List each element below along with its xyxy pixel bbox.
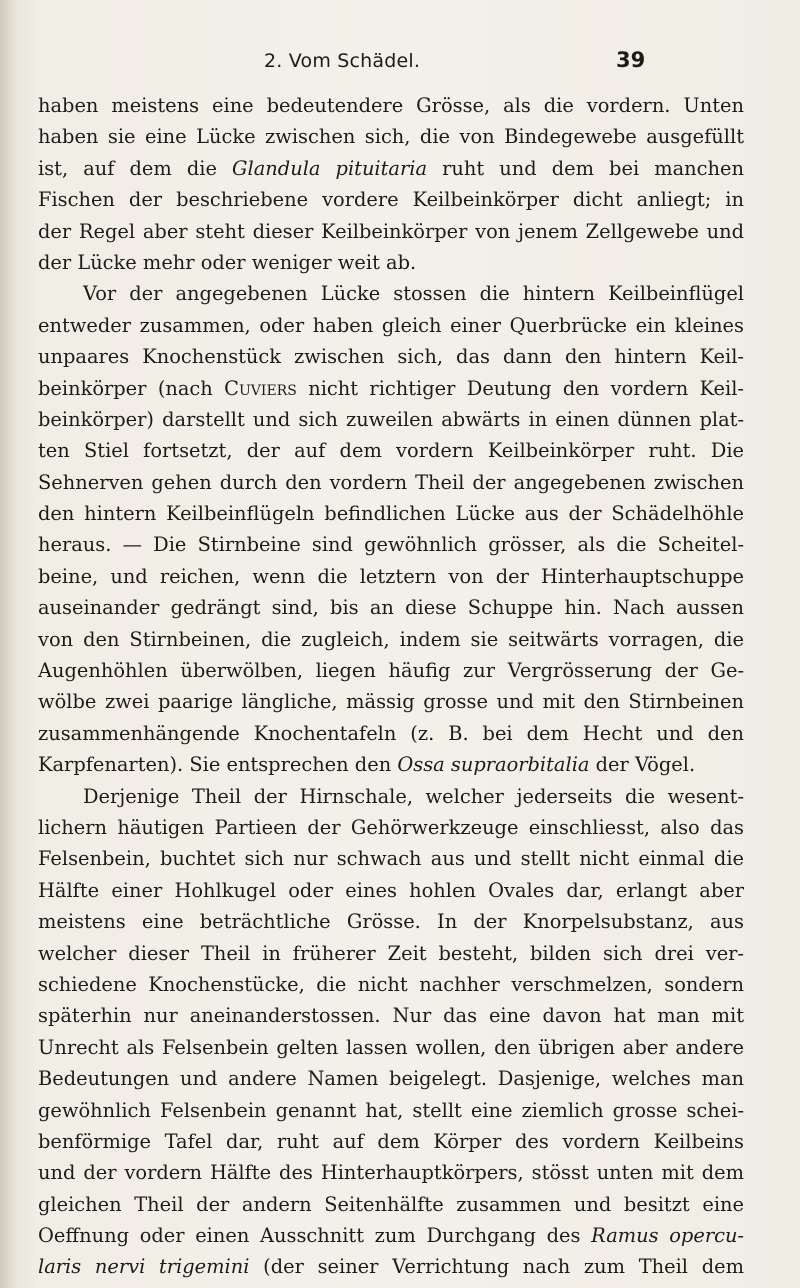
text-line xyxy=(38,1251,744,1282)
text-line: entweder zusammen, oder haben gleich einer Querbrücke ein kleines xyxy=(38,313,744,337)
text-line: späterhin nur aneinanderstossen. Nur das eine davon hat man mit xyxy=(38,1004,744,1028)
text-line: auseinander gedrängt sind, bis an diese Schuppe hin. Nach aussen xyxy=(38,596,744,620)
text-line: gleichen Theil der andern Seitenhälfte zusammen und besitzt eine xyxy=(38,1192,744,1216)
text-line: heraus. — Die Stirnbeine sind gewöhnlich grösser, als die Scheitel- xyxy=(38,533,744,557)
text-fragment: der Vögel. xyxy=(595,753,696,777)
text-line: Vor der angegebenen Lücke stossen die hintern Keilbeinflügel xyxy=(83,282,744,306)
italic-term: Ramus opercu- xyxy=(591,1224,744,1248)
italic-term: Glandula pituitaria xyxy=(232,156,428,180)
italic-term: laris nervi trigemini xyxy=(38,1255,250,1279)
text-line: haben sie eine Lücke zwischen sich, die von Bindegewebe ausgefüllt xyxy=(38,125,744,149)
text-line: Hälfte einer Hohlkugel oder eines hohlen Ovales dar, erlangt aber xyxy=(38,878,744,902)
page-number: 39 xyxy=(616,48,646,72)
text-line xyxy=(38,1220,744,1251)
text-fragment: ist, auf dem die xyxy=(38,156,217,180)
text-line: haben meistens eine bedeutendere Grösse, als die vordern. Unten xyxy=(38,94,744,117)
text-line: Unrecht als Felsenbein gelten lassen wollen, den übrigen aber andere xyxy=(38,1035,744,1059)
text-line xyxy=(38,153,744,184)
text-fragment: Karpfenarten). Sie entsprechen den xyxy=(38,753,392,777)
running-title: 2. Vom Schädel. xyxy=(264,50,421,72)
text-line: Derjenige Theil der Hirnschale, welcher jederseits die wesent- xyxy=(83,784,744,808)
text-line: unpaares Knochenstück zwischen sich, das dann den hintern Keil- xyxy=(38,345,744,369)
text-fragment: Oeffnung oder einen Ausschnitt zum Durchgang des xyxy=(38,1224,581,1248)
text-line xyxy=(38,373,744,404)
text-line: meistens eine beträchtliche Grösse. In der Knorpelsubstanz, aus xyxy=(38,910,744,934)
binding-gutter xyxy=(0,0,16,1288)
text-line: beine, und reichen, wenn die letztern von der Hinterhauptschuppe xyxy=(38,564,744,588)
text-line: und der vordern Hälfte des Hinterhauptkörpers, stösst unten mit dem xyxy=(38,1161,744,1185)
text-line: schiedene Knochenstücke, die nicht nachher verschmelzen, sondern xyxy=(38,972,744,996)
text-line: ten Stiel fortsetzt, der auf dem vordern Keilbeinkörper ruht. Die xyxy=(38,439,744,463)
text-line: den hintern Keilbeinflügeln befindlichen Lücke aus der Schädelhöhle xyxy=(38,502,744,526)
text-line: Felsenbein, buchtet sich nur schwach aus und stellt nicht einmal die xyxy=(38,847,744,871)
text-fragment: ruht und dem bei manchen xyxy=(442,156,744,180)
running-head xyxy=(0,50,800,80)
text-line: Sehnerven gehen durch den vordern Theil der angegebenen zwischen xyxy=(38,470,744,494)
text-line xyxy=(38,749,744,780)
text-fragment: nicht richtiger Deutung den vordern Keil- xyxy=(308,376,744,400)
italic-term: Ossa supraorbitalia xyxy=(397,753,590,777)
text-line: beinkörper) darstellt und sich zuweilen abwärts in einen dünnen plat- xyxy=(38,407,744,431)
text-line: der Regel aber steht dieser Keilbeinkörper von jenem Zellgewebe und xyxy=(38,219,744,243)
text-line: welcher dieser Theil in früherer Zeit besteht, bilden sich drei ver- xyxy=(38,941,744,965)
body-text xyxy=(38,90,744,1283)
text-line: wölbe zwei paarige längliche, mässig grosse und mit den Stirnbeinen xyxy=(38,690,744,714)
text-line: Fischen der beschriebene vordere Keilbeinkörper dicht anliegt; in xyxy=(38,188,744,212)
text-line: benförmige Tafel dar, ruht auf dem Körper des vordern Keilbeins xyxy=(38,1129,744,1153)
text-fragment: beinkörper (nach xyxy=(38,376,213,400)
author-name: Cuviers xyxy=(224,376,297,400)
text-line: lichern häutigen Partieen der Gehörwerkzeuge einschliesst, also das xyxy=(38,815,744,839)
text-line: von den Stirnbeinen, die zugleich, indem sie seitwärts vorragen, die xyxy=(38,627,744,651)
text-line: gewöhnlich Felsenbein genannt hat, stellt eine ziemlich grosse schei- xyxy=(38,1098,744,1122)
text-line: Augenhöhlen überwölben, liegen häufig zur Vergrösserung der Ge- xyxy=(38,659,744,683)
text-line: Bedeutungen und andere Namen beigelegt. Dasjenige, welches man xyxy=(38,1067,744,1091)
text-line: zusammenhängende Knochentafeln (z. B. bei dem Hecht und den xyxy=(38,721,744,745)
text-fragment: (der seiner Verrichtung nach zum Theil dem xyxy=(263,1255,744,1279)
text-line: der Lücke mehr oder weniger weit ab. xyxy=(38,250,417,274)
